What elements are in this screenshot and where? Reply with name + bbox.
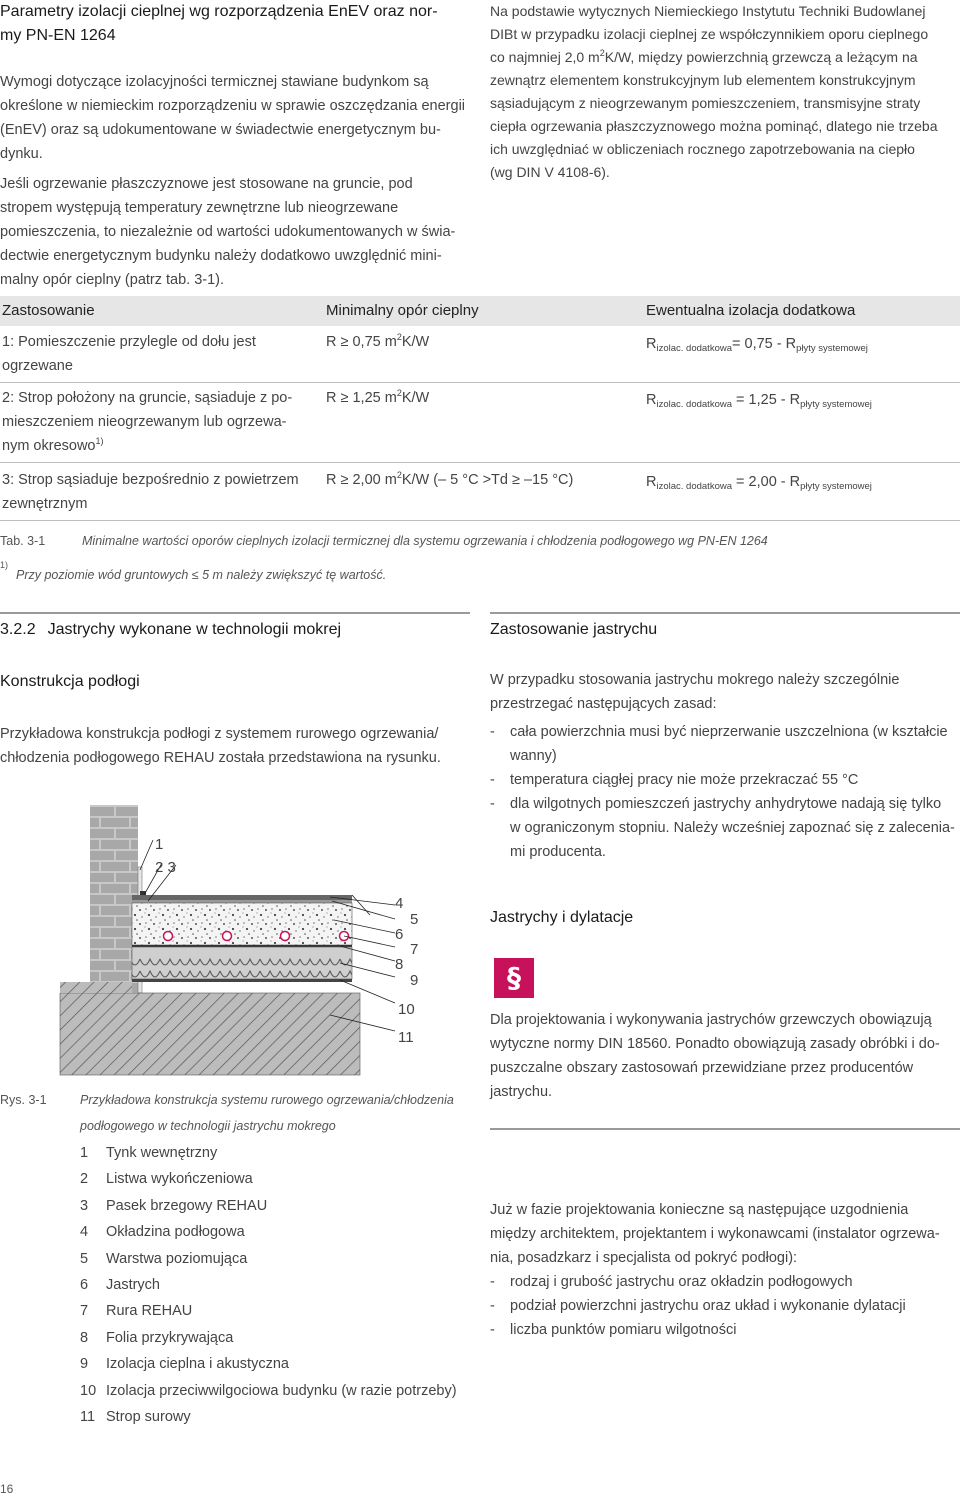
text-line: dectwie energetycznym budynku należy dodatkowo uwzględnić mini-: [0, 248, 442, 264]
cell-line: 3: Strop sąsiaduje bezpośrednio z powietrzem: [2, 472, 299, 488]
application-paragraph: [490, 668, 960, 716]
subsection-heading: Zastosowanie jastrychu: [490, 621, 658, 638]
list-text: wanny): [510, 748, 557, 764]
text-fragment: 2,00 m: [348, 472, 397, 488]
callout-label: 2 3: [155, 859, 176, 876]
dibt-paragraph: [490, 0, 960, 184]
pipe-section: [164, 932, 173, 941]
cell-line: [2, 434, 314, 458]
intro-heading-line: Parametry izolacji cieplnej wg rozporządzenia EnEV oraz nor-: [0, 3, 438, 20]
legend-item: [80, 1166, 480, 1192]
superscript: 2: [396, 332, 402, 342]
subscript: izolac. dodatkowa: [656, 343, 733, 354]
legend-number: 7: [80, 1303, 89, 1320]
intro-paragraph-1: [0, 70, 470, 166]
legend-number: 11: [80, 1409, 96, 1426]
divider: [490, 1128, 960, 1130]
pipe-section: [223, 932, 232, 941]
section-number: 3.2.2: [0, 621, 36, 638]
text-fragment: Przy poziomie wód gruntowych: [16, 568, 192, 582]
caption-line: Przykładowa konstrukcja systemu rurowego ogrzewania/chłodzenia: [80, 1093, 454, 1107]
callout-label: 9: [410, 972, 419, 989]
legend-text: Listwa wykończeniowa: [106, 1171, 253, 1188]
callout-label: 11: [398, 1029, 414, 1046]
legend-item: [80, 1298, 480, 1324]
text-fragment: 1,25 m: [348, 390, 397, 406]
additional-insulation-cell: [646, 470, 872, 494]
list-text: temperatura ciągłej pracy nie może przekraczać 55 °C: [510, 772, 859, 788]
text-line: [490, 46, 960, 69]
list-text: dla wilgotnych pomieszczeń jastrychy anhydrytowe nadają się tylko: [510, 796, 942, 812]
legend-text: Izolacja przeciwwilgociowa budynku (w razie potrzeby): [106, 1382, 457, 1399]
insulation-layer: [132, 947, 352, 979]
section-rule: [0, 612, 470, 614]
text-fragment: ≥: [340, 390, 349, 406]
legend-text: Strop surowy: [106, 1409, 191, 1426]
column-header-min-resistance: Minimalny opór cieplny: [326, 302, 479, 319]
legend-number: 10: [80, 1382, 97, 1399]
section-title: Jastrychy wykonane w technologii mokrej: [47, 621, 342, 638]
intro-heading: [0, 0, 470, 48]
intro-heading-line: my PN-EN 1264: [0, 27, 116, 44]
standards-paragraph: [490, 1008, 960, 1104]
legend-text: Folia przykrywająca: [106, 1329, 234, 1346]
list-item: [490, 720, 960, 768]
callout-label: 1: [155, 836, 164, 853]
text-line: puszczalne obszary zastosowań przewidziane przez producentów: [490, 1060, 914, 1076]
list-text: liczba punktów pomiaru wilgotności: [510, 1322, 737, 1338]
rules-list: [490, 720, 960, 864]
text-line: Na podstawie wytycznych Niemieckiego Instytutu Techniki Budowlanej: [490, 3, 926, 19]
floor-covering: [132, 895, 352, 900]
text-fragment: R: [646, 336, 657, 352]
list-item: [490, 1294, 960, 1318]
list-item: [490, 792, 960, 864]
legend-item: [80, 1193, 480, 1219]
figure-caption: [80, 1087, 470, 1139]
subsection-heading: Konstrukcja podłogi: [0, 673, 140, 690]
cell-line: 2: Strop położony na gruncie, sąsiaduje z po-: [2, 390, 293, 406]
callout-label: 8: [395, 956, 404, 973]
footnote-mark: 1): [0, 560, 9, 570]
raw-ceiling: [60, 993, 360, 1075]
legend-number: 5: [80, 1250, 89, 1267]
subscript: izolac. dodatkowa: [656, 399, 733, 410]
intro-paragraph-2: [0, 172, 475, 292]
table-caption-label: Tab. 3-1: [0, 534, 46, 548]
callout-label: 7: [410, 941, 419, 958]
text-line: Dla projektowania i wykonywania jastrychów grzewczych obowiązują: [490, 1012, 932, 1028]
text-line: pomieszczenia, to niezależnie od wartości udokumentowanych w świa-: [0, 224, 456, 240]
text-line: nia, posadzkarz i specjalista od pokryć podłogi):: [490, 1250, 798, 1266]
legend-number: 2: [80, 1171, 89, 1188]
text-line: W przypadku stosowania jastrychu mokrego należy szczególnie: [490, 672, 900, 688]
list-bullet: -: [490, 772, 495, 788]
list-bullet: -: [490, 796, 495, 812]
wall: [90, 805, 138, 993]
list-text: rodzaj i grubość jastrychu oraz okładzin podłogowych: [510, 1274, 853, 1290]
legend-number: 8: [80, 1329, 89, 1346]
list-item: [490, 768, 960, 792]
legend-number: 6: [80, 1277, 89, 1294]
list-bullet: -: [490, 1298, 495, 1314]
row-divider: [0, 520, 960, 521]
text-line: Jeśli ogrzewanie płaszczyznowe jest stosowane na gruncie, pod: [0, 176, 413, 192]
list-text: mi producenta.: [510, 844, 606, 860]
superscript: 2: [396, 470, 402, 480]
subscript: płyty systemowej: [796, 343, 868, 354]
text-fragment: K/W: [401, 334, 430, 350]
text-fragment: co najmniej 2,0 m: [490, 49, 600, 65]
callout-label: 6: [395, 926, 404, 943]
paragraph-icon: §: [494, 958, 534, 998]
resistance-cell: [326, 468, 573, 492]
text-line: między architektem, projektantem i wykonawcami (instalator ogrzewa-: [490, 1226, 940, 1242]
legend-item: [80, 1140, 480, 1166]
cell-line: ogrzewane: [2, 358, 73, 374]
cell-line: 1: Pomieszczenie przylegle od dołu jest: [2, 334, 256, 350]
text-fragment: = 0,75 - R: [732, 336, 797, 352]
text-line: ich uwzględniać w obliczeniach rocznego zapotrzebowania na ciepło: [490, 141, 915, 157]
text-line: DIBt w przypadku izolacji cieplnej ze współczynnikiem oporu cieplnego: [490, 26, 929, 42]
resistance-cell: [326, 330, 429, 354]
text-line: dynku.: [0, 146, 43, 162]
legend-text: Okładzina podłogowa: [106, 1224, 245, 1241]
pipe-section: [281, 932, 290, 941]
text-line: zewnątrz elementem konstrukcyjnym lub elementem konstrukcyjnym: [490, 72, 916, 88]
footnote-text: [16, 562, 386, 588]
legend-item: [80, 1246, 480, 1272]
list-bullet: -: [490, 1322, 495, 1338]
text-line: Przykładowa konstrukcja podłogi z systemem rurowego ogrzewania/: [0, 726, 439, 742]
subsection-heading: Jastrychy i dylatacje: [490, 909, 634, 926]
text-line: wytyczne normy DIN 18560. Ponadto obowiązują zasady obróbki i do-: [490, 1036, 940, 1052]
legend-text: Izolacja cieplna i akustyczna: [106, 1356, 289, 1373]
row-divider: [0, 382, 960, 383]
damp-proof-layer: [132, 979, 352, 982]
callout-label: 5: [410, 911, 419, 928]
legend-item: [80, 1325, 480, 1351]
legend-text: Pasek brzegowy REHAU: [106, 1197, 268, 1214]
legend-text: Warstwa poziomująca: [106, 1250, 248, 1267]
text-fragment: 5 m należy zwiększyć tę wartość.: [198, 568, 387, 582]
section-paragraph: [0, 722, 470, 770]
floor-construction-diagram: [40, 795, 460, 1080]
text-line: (wg DIN V 4108-6).: [490, 164, 610, 180]
text-fragment: R: [326, 334, 341, 350]
text-line: jastrychu.: [490, 1084, 553, 1100]
resistance-cell: [326, 386, 429, 410]
text-line: malny opór cieplny (patrz tab. 3-1).: [0, 272, 225, 288]
list-text: podział powierzchni jastrychu oraz układ i wykonanie dylatacji: [510, 1298, 906, 1314]
list-item: [490, 1318, 960, 1342]
text-fragment: K/W (– 5 °C >Td ≥ –15 °C): [401, 472, 574, 488]
footnote-mark: 1): [95, 436, 104, 446]
superscript: 2: [396, 388, 402, 398]
text-fragment: = 1,25 - R: [732, 392, 801, 408]
legend-text: Tynk wewnętrzny: [106, 1145, 218, 1161]
coordination-paragraph: [490, 1198, 960, 1342]
figure-legend: [80, 1140, 480, 1430]
text-line: Już w fazie projektowania konieczne są następujące uzgodnienia: [490, 1202, 909, 1218]
legend-number: 4: [80, 1224, 89, 1241]
text-fragment: ≥: [340, 334, 349, 350]
text-fragment: K/W: [401, 390, 430, 406]
list-bullet: -: [490, 1274, 495, 1290]
legend-text: Jastrych: [106, 1277, 160, 1294]
text-fragment: R: [326, 472, 341, 488]
text-fragment: = 2,00 - R: [732, 474, 801, 490]
table-row: [2, 468, 322, 516]
legend-item: [80, 1272, 480, 1298]
list-bullet: -: [490, 724, 495, 740]
cell-line: zewnętrznym: [2, 496, 88, 512]
legend-number: 9: [80, 1356, 89, 1373]
cell-line: mieszczeniem nieogrzewanym lub ogrzewa-: [2, 414, 287, 430]
subscript: płyty systemowej: [800, 399, 872, 410]
text-line: stropem występują temperatury zewnętrzne lub nieogrzewane: [0, 200, 399, 216]
column-header-additional-insulation: Ewentualna izolacja dodatkowa: [646, 302, 856, 319]
text-fragment: R: [646, 392, 657, 408]
levelling-layer: [132, 900, 352, 903]
table-caption: Minimalne wartości oporów cieplnych izolacji termicznej dla systemu ogrzewania i chłodzenia podłogowego wg PN-EN 1264: [82, 534, 768, 548]
list-text: w ograniczonym stopniu. Należy wcześniej zapoznać się z zalecenia-: [510, 820, 955, 836]
section-heading: [0, 618, 341, 642]
callout-label: 4: [395, 895, 404, 912]
text-line: ciepła ogrzewania płaszczyznowego można pominąć, dlatego nie trzeba: [490, 118, 938, 134]
callout-label: 10: [398, 1001, 415, 1018]
page-number: 16: [0, 1482, 14, 1496]
list-text: cała powierzchnia musi być nieprzerwanie uszczelniona (w kształcie: [510, 724, 948, 740]
legend-number: 1: [80, 1145, 89, 1161]
table-row: [2, 386, 314, 458]
text-fragment: R: [646, 474, 657, 490]
list-item: [490, 1270, 960, 1294]
text-fragment: ≤: [191, 568, 199, 582]
table-row: [2, 330, 312, 378]
raw-ceiling: [60, 982, 132, 993]
row-divider: [0, 462, 960, 463]
text-fragment: R: [326, 390, 341, 406]
text-line: sąsiadującym z nieogrzewanym pomieszczeniem, transmisyjne straty: [490, 95, 921, 111]
additional-insulation-cell: [646, 332, 868, 356]
text-line: (EnEV) oraz są udokumentowane w świadectwie energetycznym bu-: [0, 122, 441, 138]
legend-item: [80, 1351, 480, 1377]
text-fragment: 0,75 m: [348, 334, 397, 350]
callout-line: [352, 895, 370, 915]
caption-line: podłogowego w technologii jastrychu mokrego: [80, 1119, 336, 1133]
text-line: Wymogi dotyczące izolacyjności termicznej stawiane budynkom są: [0, 74, 429, 90]
subscript: izolac. dodatkowa: [656, 481, 733, 492]
text-fragment: K/W, między powierzchnią grzewczą a leżącym na: [604, 49, 918, 65]
superscript: 2: [599, 48, 605, 58]
text-line: określone w niemieckim rozporządzeniu w sprawie oszczędzania energii: [0, 98, 466, 114]
text-line: przestrzegać następujących zasad:: [490, 696, 717, 712]
legend-number: 3: [80, 1197, 89, 1214]
figure-label: Rys. 3-1: [0, 1093, 47, 1107]
text-fragment: nym okresowo: [2, 438, 96, 454]
subscript: płyty systemowej: [800, 481, 872, 492]
column-header-application: Zastosowanie: [2, 302, 95, 319]
callout-line: [140, 840, 153, 870]
additional-insulation-cell: [646, 388, 872, 412]
legend-item: [80, 1378, 480, 1404]
legend-item: [80, 1219, 480, 1245]
text-fragment: ≥: [340, 472, 349, 488]
text-line: chłodzenia podłogowego REHAU została przedstawiona na rysunku.: [0, 750, 441, 766]
legend-text: Rura REHAU: [106, 1303, 193, 1320]
legend-item: [80, 1404, 480, 1430]
section-rule: [490, 612, 960, 614]
